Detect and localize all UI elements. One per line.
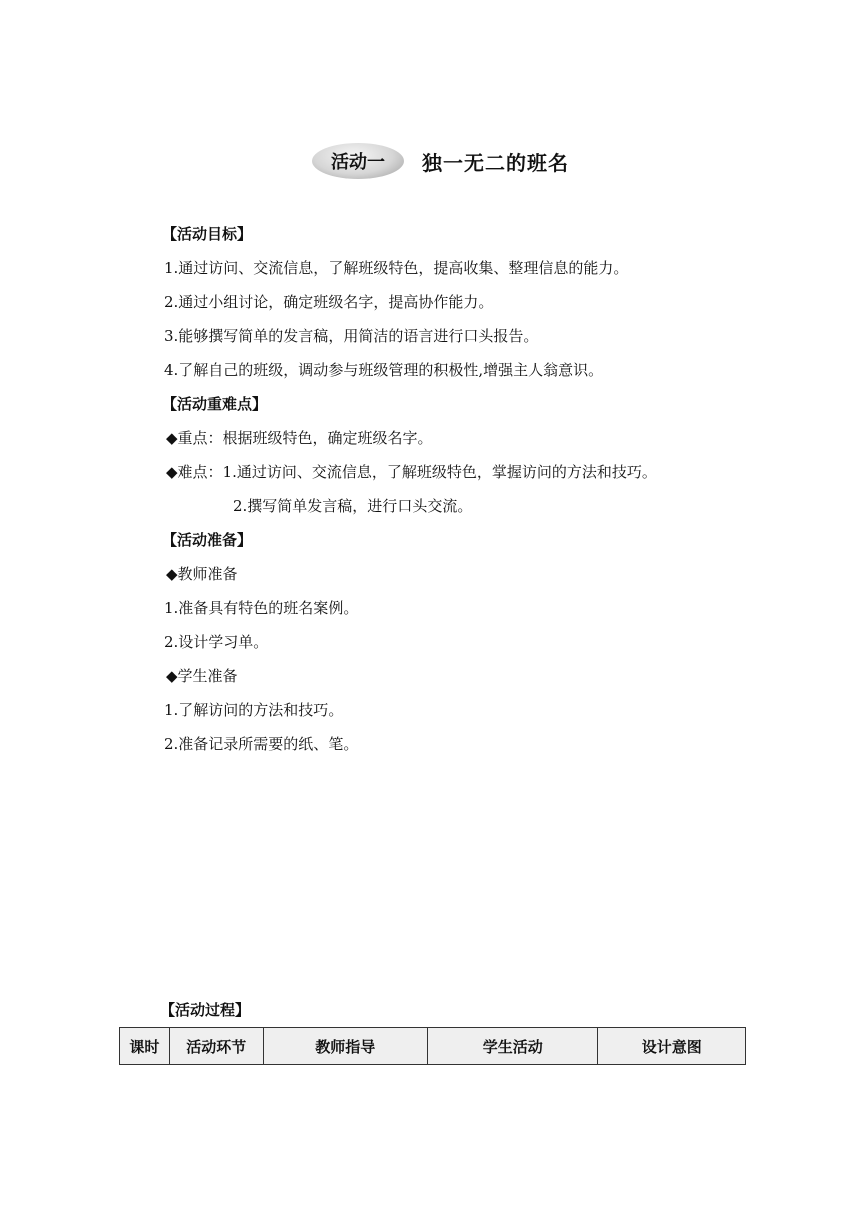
page-title [312,140,569,182]
goal-item: 1.通过访问、交流信息，了解班级特色，提高收集、整理信息的能力。 [164,259,629,277]
key-points-heading: 【活动重难点】 [162,395,268,413]
goal-item: 4.了解自己的班级，调动参与班级管理的积极性,增强主人翁意识。 [164,361,604,379]
column-header: 学生活动 [428,1028,598,1065]
student-prep-label: ◆学生准备 [166,667,238,685]
difficulty-point: ◆难点：1.通过访问、交流信息，了解班级特色，掌握访问的方法和技巧。 [166,463,657,481]
activity-badge: 活动一 [312,143,404,179]
column-header: 课时 [120,1028,170,1065]
process-heading: 【活动过程】 [160,1001,251,1019]
difficulty-point: 2.撰写简单发言稿，进行口头交流。 [233,497,473,515]
process-table [119,1027,746,1065]
goals-heading: 【活动目标】 [162,225,253,243]
activity-title: 独一无二的班名 [422,150,569,175]
teacher-prep-label: ◆教师准备 [166,565,238,583]
column-header: 活动环节 [169,1028,263,1065]
teacher-prep-item: 1.准备具有特色的班名案例。 [164,599,359,617]
goal-item: 2.通过小组讨论，确定班级名字，提高协作能力。 [164,293,494,311]
preparation-heading: 【活动准备】 [162,531,253,549]
teacher-prep-item: 2.设计学习单。 [164,633,269,651]
student-prep-item: 1.了解访问的方法和技巧。 [164,701,344,719]
student-prep-item: 2.准备记录所需要的纸、笔。 [164,735,359,753]
table-header-row [120,1028,746,1065]
column-header: 设计意图 [598,1028,746,1065]
goal-item: 3.能够撰写简单的发言稿，用简洁的语言进行口头报告。 [164,327,539,345]
focus-point: ◆重点：根据班级特色，确定班级名字。 [166,429,433,447]
column-header: 教师指导 [263,1028,427,1065]
